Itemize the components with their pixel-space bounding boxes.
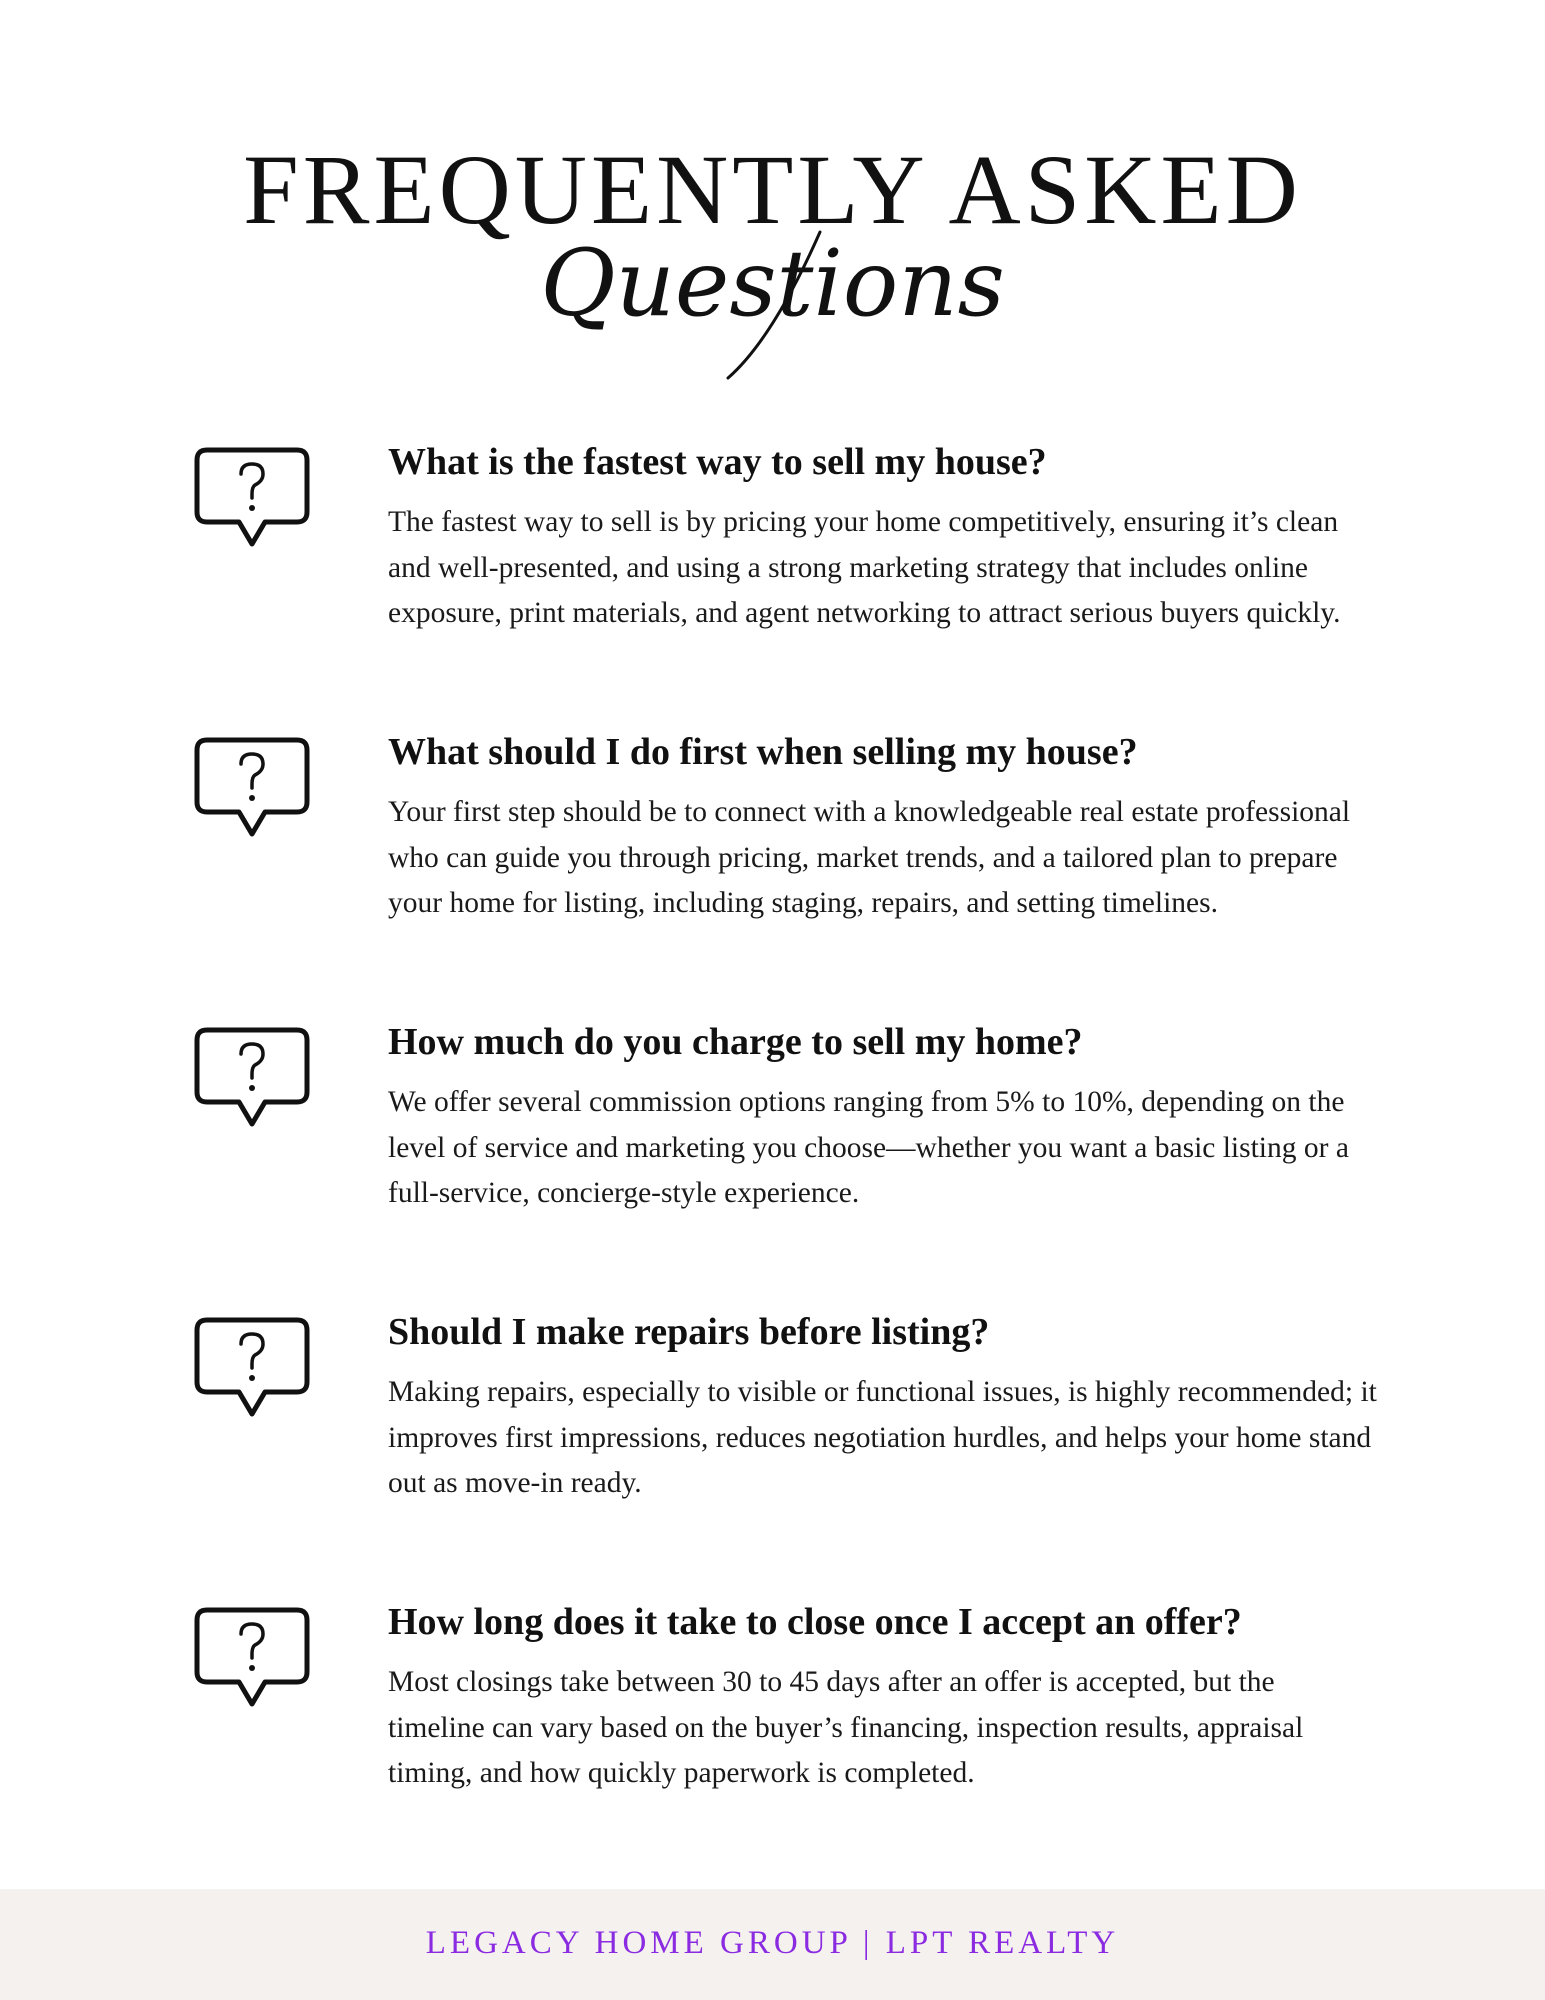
faq-answer: Making repairs, especially to visible or functional issues, is highly recommended; it improves first impressions, reduces negotiation hurdles, and helps your home stand out as move-in ready.	[388, 1376, 1377, 1499]
faq-question: How much do you charge to sell my home?	[388, 1021, 1083, 1063]
question-bubble-icon	[193, 1316, 311, 1426]
faq-answer: We offer several commission options ranging from 5% to 10%, depending on the level of service and marketing you choose—whether you want a basic listing or a full-service, concierge-style experience.	[388, 1086, 1349, 1209]
faq-question: Should I make repairs before listing?	[388, 1311, 990, 1353]
faq-answer: Most closings take between 30 to 45 days after an offer is accepted, but the timeline can vary based on the buyer’s financing, inspection results, appraisal timing, and how quickly paperwork is completed.	[388, 1666, 1304, 1789]
faq-question: How long does it take to close once I accept an offer?	[388, 1601, 1242, 1643]
faq-question: What is the fastest way to sell my house?	[388, 441, 1047, 483]
question-bubble-icon	[193, 1606, 311, 1716]
faq-answer: Your first step should be to connect with a knowledgeable real estate professional who can guide you through pricing, market trends, and a tailored plan to prepare your home for listing, including staging, repairs, and setting timelines.	[388, 796, 1351, 919]
footer-brand-text: LEGACY HOME GROUP | LPT REALTY	[425, 1925, 1120, 1961]
faq-question: What should I do first when selling my house?	[388, 731, 1138, 773]
faq-answer: The fastest way to sell is by pricing your home competitively, ensuring it’s clean and well-presented, and using a strong marketing strategy that includes online exposure, print materials, and agent networking to attract serious buyers quickly.	[388, 506, 1341, 629]
page-title: FREQUENTLY ASKED	[243, 134, 1302, 245]
footer-band	[0, 1889, 1545, 2000]
page-script-heading: Questions	[540, 230, 1005, 337]
question-bubble-icon	[193, 1026, 311, 1136]
question-bubble-icon	[193, 736, 311, 846]
question-bubble-icon	[193, 446, 311, 556]
